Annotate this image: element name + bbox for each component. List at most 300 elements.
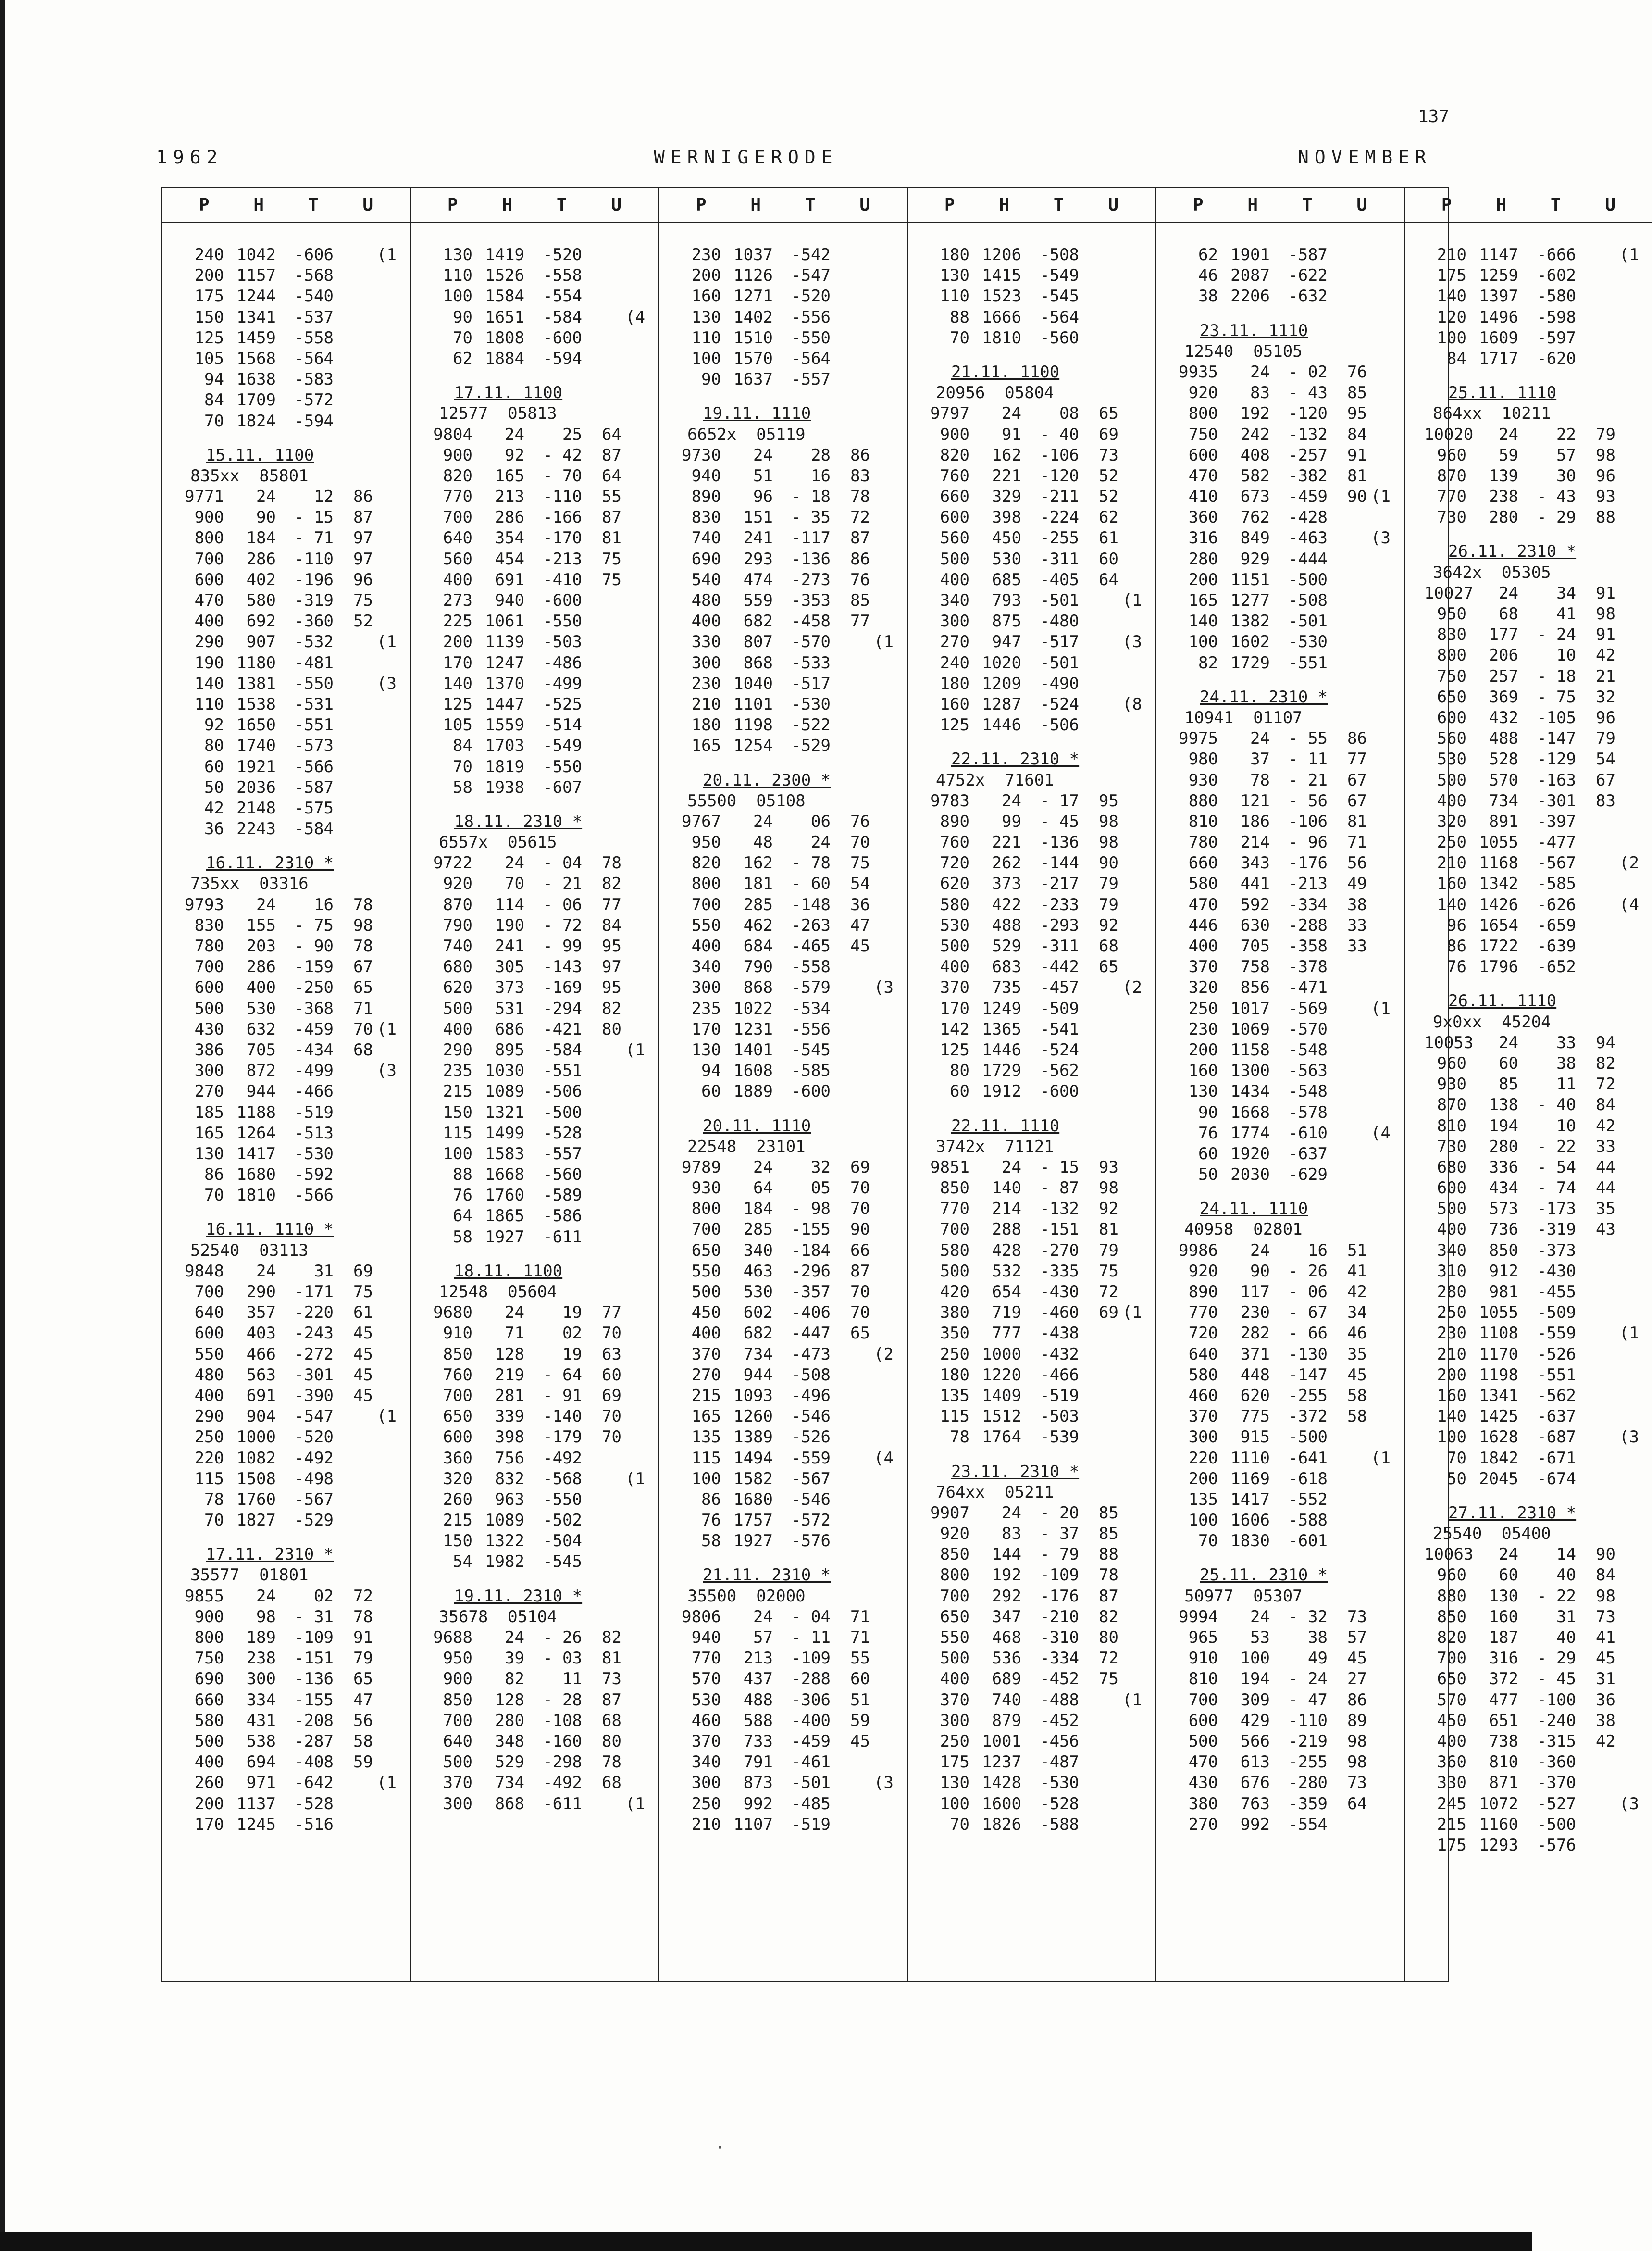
cell-t: - 26: [543, 1628, 582, 1647]
cell-h: 448: [1240, 1365, 1270, 1385]
cell-u: 85: [850, 591, 870, 610]
cell-t: 11: [1556, 1075, 1576, 1094]
cell-u: 81: [1347, 812, 1367, 831]
cell-p: 500: [1188, 1731, 1218, 1751]
cell-p: 105: [194, 349, 224, 368]
cell-p: 830: [691, 508, 721, 527]
cell-t: -568: [294, 266, 334, 286]
table-row: [679, 1427, 907, 1448]
table-row: [679, 1157, 907, 1178]
cell-t: -585: [1537, 874, 1576, 894]
cell-p: 580: [194, 1711, 224, 1730]
table-row: [679, 507, 907, 528]
cell-h: 1570: [733, 349, 773, 368]
column-header-label: P: [1441, 195, 1452, 215]
cell-u: [1576, 832, 1615, 853]
cell-note: [1367, 1144, 1404, 1164]
cell-t: -319: [1537, 1220, 1576, 1239]
cell-h: 347: [992, 1607, 1021, 1626]
cell-h: 613: [1240, 1752, 1270, 1772]
cell-p: 386: [194, 1040, 224, 1060]
cell-p: 870: [1437, 466, 1466, 486]
table-row: [927, 791, 1155, 812]
table-row: [182, 1261, 410, 1282]
cell-u: [1328, 590, 1367, 611]
cell-t: -306: [791, 1690, 831, 1710]
table-row: [182, 265, 410, 286]
cell-p: 500: [1437, 1199, 1466, 1219]
cell-note: [1367, 1489, 1404, 1510]
table-row: [927, 445, 1155, 466]
cell-note: [1367, 1164, 1404, 1185]
cell-p: 650: [443, 1407, 472, 1426]
cell-h: 24: [1002, 791, 1021, 811]
table-row: [927, 936, 1155, 957]
cell-p: 170: [443, 653, 472, 673]
cell-h: 286: [246, 549, 276, 569]
cell-p: 115: [443, 1123, 472, 1143]
cell-note: [1118, 549, 1155, 570]
cell-p: 400: [691, 937, 721, 956]
cell-h: 733: [743, 1731, 773, 1751]
cell-t: -583: [294, 370, 334, 389]
cell-u: 70: [602, 1427, 621, 1447]
table-row: [182, 757, 410, 777]
cell-p: 88: [950, 307, 969, 327]
cell-t: -513: [294, 1123, 334, 1143]
table-column: [1404, 188, 1652, 1981]
cell-note: (1: [1122, 591, 1142, 610]
cell-note: [373, 915, 410, 936]
cell-note: (2: [1122, 978, 1142, 998]
ascent-date-label: 25.11. 2310 *: [1200, 1565, 1328, 1585]
table-row: [430, 265, 658, 286]
ascent-date-label: 26.11. 2310 *: [1448, 542, 1577, 562]
cell-h: 1729: [1230, 653, 1270, 673]
cell-h: 428: [992, 1240, 1021, 1260]
cell-u: [1079, 1061, 1118, 1081]
cell-note: [1118, 1282, 1155, 1302]
column-header: [1405, 188, 1652, 223]
cell-t: - 45: [1537, 1669, 1576, 1689]
cell-p: 50: [204, 777, 224, 797]
cell-u: 90: [1347, 487, 1367, 507]
cell-u: 73: [1347, 1607, 1367, 1626]
cell-p: 690: [194, 1669, 224, 1689]
cell-u: 36: [850, 895, 870, 914]
table-row: [430, 1690, 658, 1711]
table-row: [1424, 1669, 1652, 1689]
cell-u: [1079, 1752, 1118, 1773]
cell-t: -567: [294, 1489, 334, 1509]
table-row: [430, 736, 658, 756]
cell-p: 273: [443, 591, 472, 610]
cell-note: [870, 1489, 907, 1510]
cell-note: [373, 1814, 410, 1835]
cell-h: 1037: [733, 245, 773, 264]
cell-h: 83: [1250, 383, 1270, 403]
cell-t: -610: [1288, 1123, 1328, 1143]
cell-t: 14: [1556, 1545, 1576, 1564]
cell-t: - 22: [1537, 1586, 1576, 1606]
cell-u: 98: [1596, 604, 1615, 624]
cell-u: [334, 1448, 373, 1469]
cell-note: [373, 590, 410, 611]
cell-u: [1328, 999, 1367, 1019]
cell-h: 1365: [982, 1019, 1021, 1039]
cell-h: 1206: [982, 245, 1021, 264]
cell-u: [1328, 528, 1367, 549]
cell-note: (1: [625, 1040, 645, 1060]
cell-u: [1328, 977, 1367, 998]
cell-note: [621, 1144, 658, 1164]
cell-h: 1526: [485, 266, 524, 286]
cell-note: [1118, 1040, 1155, 1061]
cell-t: 19: [562, 1344, 582, 1364]
cell-h: 1426: [1479, 895, 1518, 914]
cell-u: 75: [1099, 1669, 1118, 1689]
cell-h: 1810: [982, 328, 1021, 348]
cell-t: -564: [791, 349, 831, 368]
cell-p: 900: [194, 508, 224, 527]
cell-h: 165: [495, 466, 524, 486]
table-row: [1424, 832, 1652, 853]
cell-h: 1680: [236, 1165, 276, 1185]
cell-h: 1428: [982, 1773, 1021, 1793]
cell-u: [1576, 1365, 1615, 1386]
cell-t: -567: [1537, 853, 1576, 873]
cell-h: 1606: [1230, 1511, 1270, 1530]
cell-t: -607: [543, 777, 582, 797]
cell-u: 46: [1347, 1324, 1367, 1343]
cell-p: 9688: [433, 1628, 472, 1647]
cell-h: 992: [743, 1794, 773, 1813]
cell-h: 651: [1489, 1711, 1518, 1730]
cell-u: 73: [1099, 445, 1118, 465]
cell-u: 65: [353, 978, 373, 998]
cell-h: 1249: [982, 999, 1021, 1018]
cell-h: 632: [246, 1019, 276, 1039]
cell-u: 72: [850, 508, 870, 527]
cell-p: 430: [1188, 1773, 1218, 1793]
cell-t: -566: [294, 1186, 334, 1205]
cell-t: 12: [314, 487, 334, 507]
cell-p: 96: [1447, 915, 1466, 935]
table-row: [1424, 328, 1652, 349]
cell-t: -600: [543, 328, 582, 348]
spacer: [679, 390, 907, 403]
table-row: [182, 1123, 410, 1144]
cell-p: 500: [443, 999, 472, 1018]
table-row: [1424, 1627, 1652, 1648]
cell-u: [1079, 715, 1118, 736]
cell-u: 83: [1596, 791, 1615, 811]
spacer: [430, 369, 658, 383]
cell-u: 68: [602, 1773, 621, 1793]
cell-h: 689: [992, 1669, 1021, 1689]
cell-h: 373: [992, 874, 1021, 894]
cell-t: -459: [1288, 487, 1328, 507]
cell-note: [1367, 403, 1404, 424]
ascent-date-label: 20.11. 2300 *: [703, 770, 831, 790]
cell-t: -492: [294, 1448, 334, 1468]
cell-h: 1160: [1479, 1814, 1518, 1834]
cell-u: [1576, 1448, 1615, 1469]
cell-t: -556: [791, 1019, 831, 1039]
cell-u: 56: [1347, 853, 1367, 873]
cell-t: -255: [1288, 1386, 1328, 1405]
cell-p: 140: [1437, 1407, 1466, 1426]
cell-p: 400: [940, 957, 969, 977]
cell-u: [1328, 1061, 1367, 1081]
cell-t: -217: [1040, 874, 1079, 894]
cell-u: [831, 1814, 870, 1835]
cell-t: - 42: [543, 445, 582, 465]
cell-u: [1328, 1164, 1367, 1185]
cell-p: 920: [940, 1524, 969, 1544]
cell-u: [334, 798, 373, 819]
cell-t: - 11: [791, 1628, 831, 1647]
cell-note: [373, 1102, 410, 1123]
cell-note: [1615, 1033, 1652, 1053]
cell-t: -335: [1040, 1261, 1079, 1281]
cell-t: -159: [294, 957, 334, 977]
cell-p: 600: [443, 1427, 472, 1447]
cell-note: [621, 1551, 658, 1572]
column-header-label: P: [696, 195, 707, 215]
cell-u: [1079, 1365, 1118, 1386]
cell-p: 640: [194, 1303, 224, 1323]
cell-u: 52: [1099, 487, 1118, 507]
cell-p: 880: [1188, 791, 1218, 811]
table-row: [679, 1081, 907, 1102]
cell-p: 150: [443, 1102, 472, 1122]
cell-p: 110: [940, 287, 969, 306]
cell-h: 70: [505, 874, 524, 894]
cell-u: 68: [602, 1711, 621, 1730]
cell-note: [373, 1365, 410, 1386]
cell-p: 115: [940, 1407, 969, 1426]
cell-h: 1293: [1479, 1835, 1518, 1855]
cell-t: -526: [1537, 1344, 1576, 1364]
cell-u: [831, 349, 870, 369]
cell-u: [334, 1814, 373, 1835]
table-row: [430, 1323, 658, 1344]
table-row: [1424, 791, 1652, 812]
cell-h: 1884: [485, 349, 524, 368]
table-row: [430, 853, 658, 874]
table-row: [927, 307, 1155, 328]
cell-p: 290: [194, 632, 224, 652]
table-row: [430, 1427, 658, 1448]
cell-p: 880: [1437, 1586, 1466, 1606]
table-row: [927, 403, 1155, 424]
cell-h: 871: [1489, 1773, 1518, 1793]
cell-h: 1417: [1230, 1489, 1270, 1509]
table-row: [679, 1711, 907, 1731]
table-row: [1176, 653, 1404, 674]
cell-h: 740: [992, 1690, 1021, 1710]
cell-h: 1842: [1479, 1448, 1518, 1468]
cell-note: [1118, 466, 1155, 487]
table-row: [182, 1607, 410, 1627]
cell-h: 24: [753, 1607, 773, 1626]
cell-t: -545: [1040, 287, 1079, 306]
table-row: [1424, 1448, 1652, 1469]
cell-t: -400: [791, 1711, 831, 1730]
cell-note: [373, 1323, 410, 1344]
cell-h: 873: [743, 1773, 773, 1793]
cell-note: [621, 1427, 658, 1448]
cell-h: 186: [1240, 812, 1270, 831]
cell-h: 24: [1499, 583, 1518, 603]
cell-p: 700: [691, 1220, 721, 1239]
cell-t: -480: [1040, 612, 1079, 631]
table-row: [430, 977, 658, 998]
cell-h: 57: [753, 1628, 773, 1647]
cell-h: 192: [992, 1565, 1021, 1585]
column-header-label: T: [805, 195, 816, 215]
spacer: [1176, 307, 1404, 321]
cell-p: 220: [194, 1448, 224, 1468]
table-row: [430, 1164, 658, 1185]
cell-t: -554: [1288, 1814, 1328, 1834]
cell-h: 398: [495, 1427, 524, 1447]
cell-u: [831, 1365, 870, 1386]
table-row: [1424, 936, 1652, 957]
cell-p: 215: [691, 1386, 721, 1405]
cell-u: 45: [353, 1365, 373, 1385]
cell-u: 70: [850, 1282, 870, 1301]
table-row: [182, 1731, 410, 1752]
cell-p: 920: [1188, 1261, 1218, 1281]
spacer: [679, 757, 907, 770]
cell-note: [1615, 832, 1652, 853]
table-row: [182, 1510, 410, 1531]
cell-t: - 64: [543, 1365, 582, 1385]
cell-u: [582, 1185, 621, 1206]
cell-u: 62: [1099, 508, 1118, 527]
cell-t: -151: [294, 1649, 334, 1668]
cell-u: 68: [1099, 937, 1118, 956]
cell-h: 155: [246, 915, 276, 935]
cell-h: 793: [992, 591, 1021, 610]
cell-note: [1615, 1627, 1652, 1648]
cell-u: [831, 369, 870, 390]
cell-u: [582, 1123, 621, 1144]
cell-t: 24: [811, 833, 831, 852]
cell-note: [870, 1752, 907, 1773]
cell-h: 213: [743, 1649, 773, 1668]
cell-u: 67: [1347, 791, 1367, 811]
cell-t: -606: [294, 245, 334, 264]
cell-t: 38: [1556, 1053, 1576, 1073]
cell-note: [1367, 1427, 1404, 1448]
cell-u: 27: [1347, 1669, 1367, 1689]
cell-u: [1079, 1386, 1118, 1406]
cell-p: 920: [443, 874, 472, 894]
cell-note: [1118, 445, 1155, 466]
cell-note: [1615, 1178, 1652, 1199]
cell-u: [1576, 1427, 1615, 1448]
cell-p: 370: [691, 1344, 721, 1364]
cell-u: 33: [1347, 937, 1367, 956]
cell-h: 907: [246, 632, 276, 652]
cell-note: [373, 798, 410, 819]
cell-t: -659: [1537, 915, 1576, 935]
cell-h: 1322: [485, 1531, 524, 1551]
cell-h: 944: [246, 1082, 276, 1101]
cell-p: 810: [1188, 1669, 1218, 1689]
cell-u: [582, 1448, 621, 1469]
cell-t: -442: [1040, 957, 1079, 977]
cell-p: 400: [443, 1019, 472, 1039]
cell-note: [373, 1081, 410, 1102]
cell-h: 292: [992, 1586, 1021, 1606]
table-row: [927, 1386, 1155, 1406]
cell-h: 488: [1489, 729, 1518, 749]
table-row: [927, 1648, 1155, 1669]
cell-t: -500: [1288, 1427, 1328, 1447]
cell-note: [621, 611, 658, 632]
cell-p: 960: [1437, 1053, 1466, 1073]
cell-t: -588: [1288, 1511, 1328, 1530]
cell-u: [334, 736, 373, 756]
table-row: [1176, 286, 1404, 307]
cell-t: -564: [1040, 307, 1079, 327]
cell-t: -219: [1288, 1731, 1328, 1751]
cell-t: -547: [294, 1407, 334, 1426]
table-row: [679, 957, 907, 977]
cell-note: [1118, 1261, 1155, 1282]
cell-h: 206: [1489, 646, 1518, 665]
table-row: [1424, 1137, 1652, 1157]
cell-note: [1615, 1648, 1652, 1669]
cell-note: [1367, 1406, 1404, 1427]
cell-note: [621, 1531, 658, 1551]
table-row: [1176, 632, 1404, 652]
ascent-date-time: [927, 1462, 1155, 1482]
cell-u: 79: [1596, 729, 1615, 749]
cell-p: 10020: [1424, 425, 1474, 444]
cell-t: -461: [791, 1752, 831, 1772]
cell-p: 58: [453, 1227, 472, 1247]
cell-t: -136: [294, 1669, 334, 1689]
table-row: [1176, 403, 1404, 424]
cell-u: 92: [1099, 1199, 1118, 1219]
cell-h: 68: [1499, 604, 1518, 624]
table-row: [182, 1102, 410, 1123]
ascent-date-label: 23.11. 2310 *: [951, 1462, 1080, 1481]
ascent-code: 35577 01801: [190, 1565, 309, 1585]
cell-p: 9806: [682, 1607, 721, 1626]
cell-p: 960: [1437, 1565, 1466, 1585]
cell-note: [1118, 853, 1155, 874]
cell-note: [1615, 1607, 1652, 1627]
cell-h: 992: [1240, 1814, 1270, 1834]
cell-note: [1118, 1524, 1155, 1544]
cell-u: 47: [353, 1690, 373, 1710]
cell-t: -557: [543, 1144, 582, 1163]
cell-u: [1576, 1282, 1615, 1302]
cell-p: 250: [940, 1344, 969, 1364]
cell-h: 1247: [485, 653, 524, 673]
cell-t: -106: [1288, 812, 1328, 831]
cell-p: 140: [194, 674, 224, 693]
cell-p: 76: [1447, 957, 1466, 977]
cell-note: [1118, 403, 1155, 424]
column-header: [659, 188, 907, 223]
